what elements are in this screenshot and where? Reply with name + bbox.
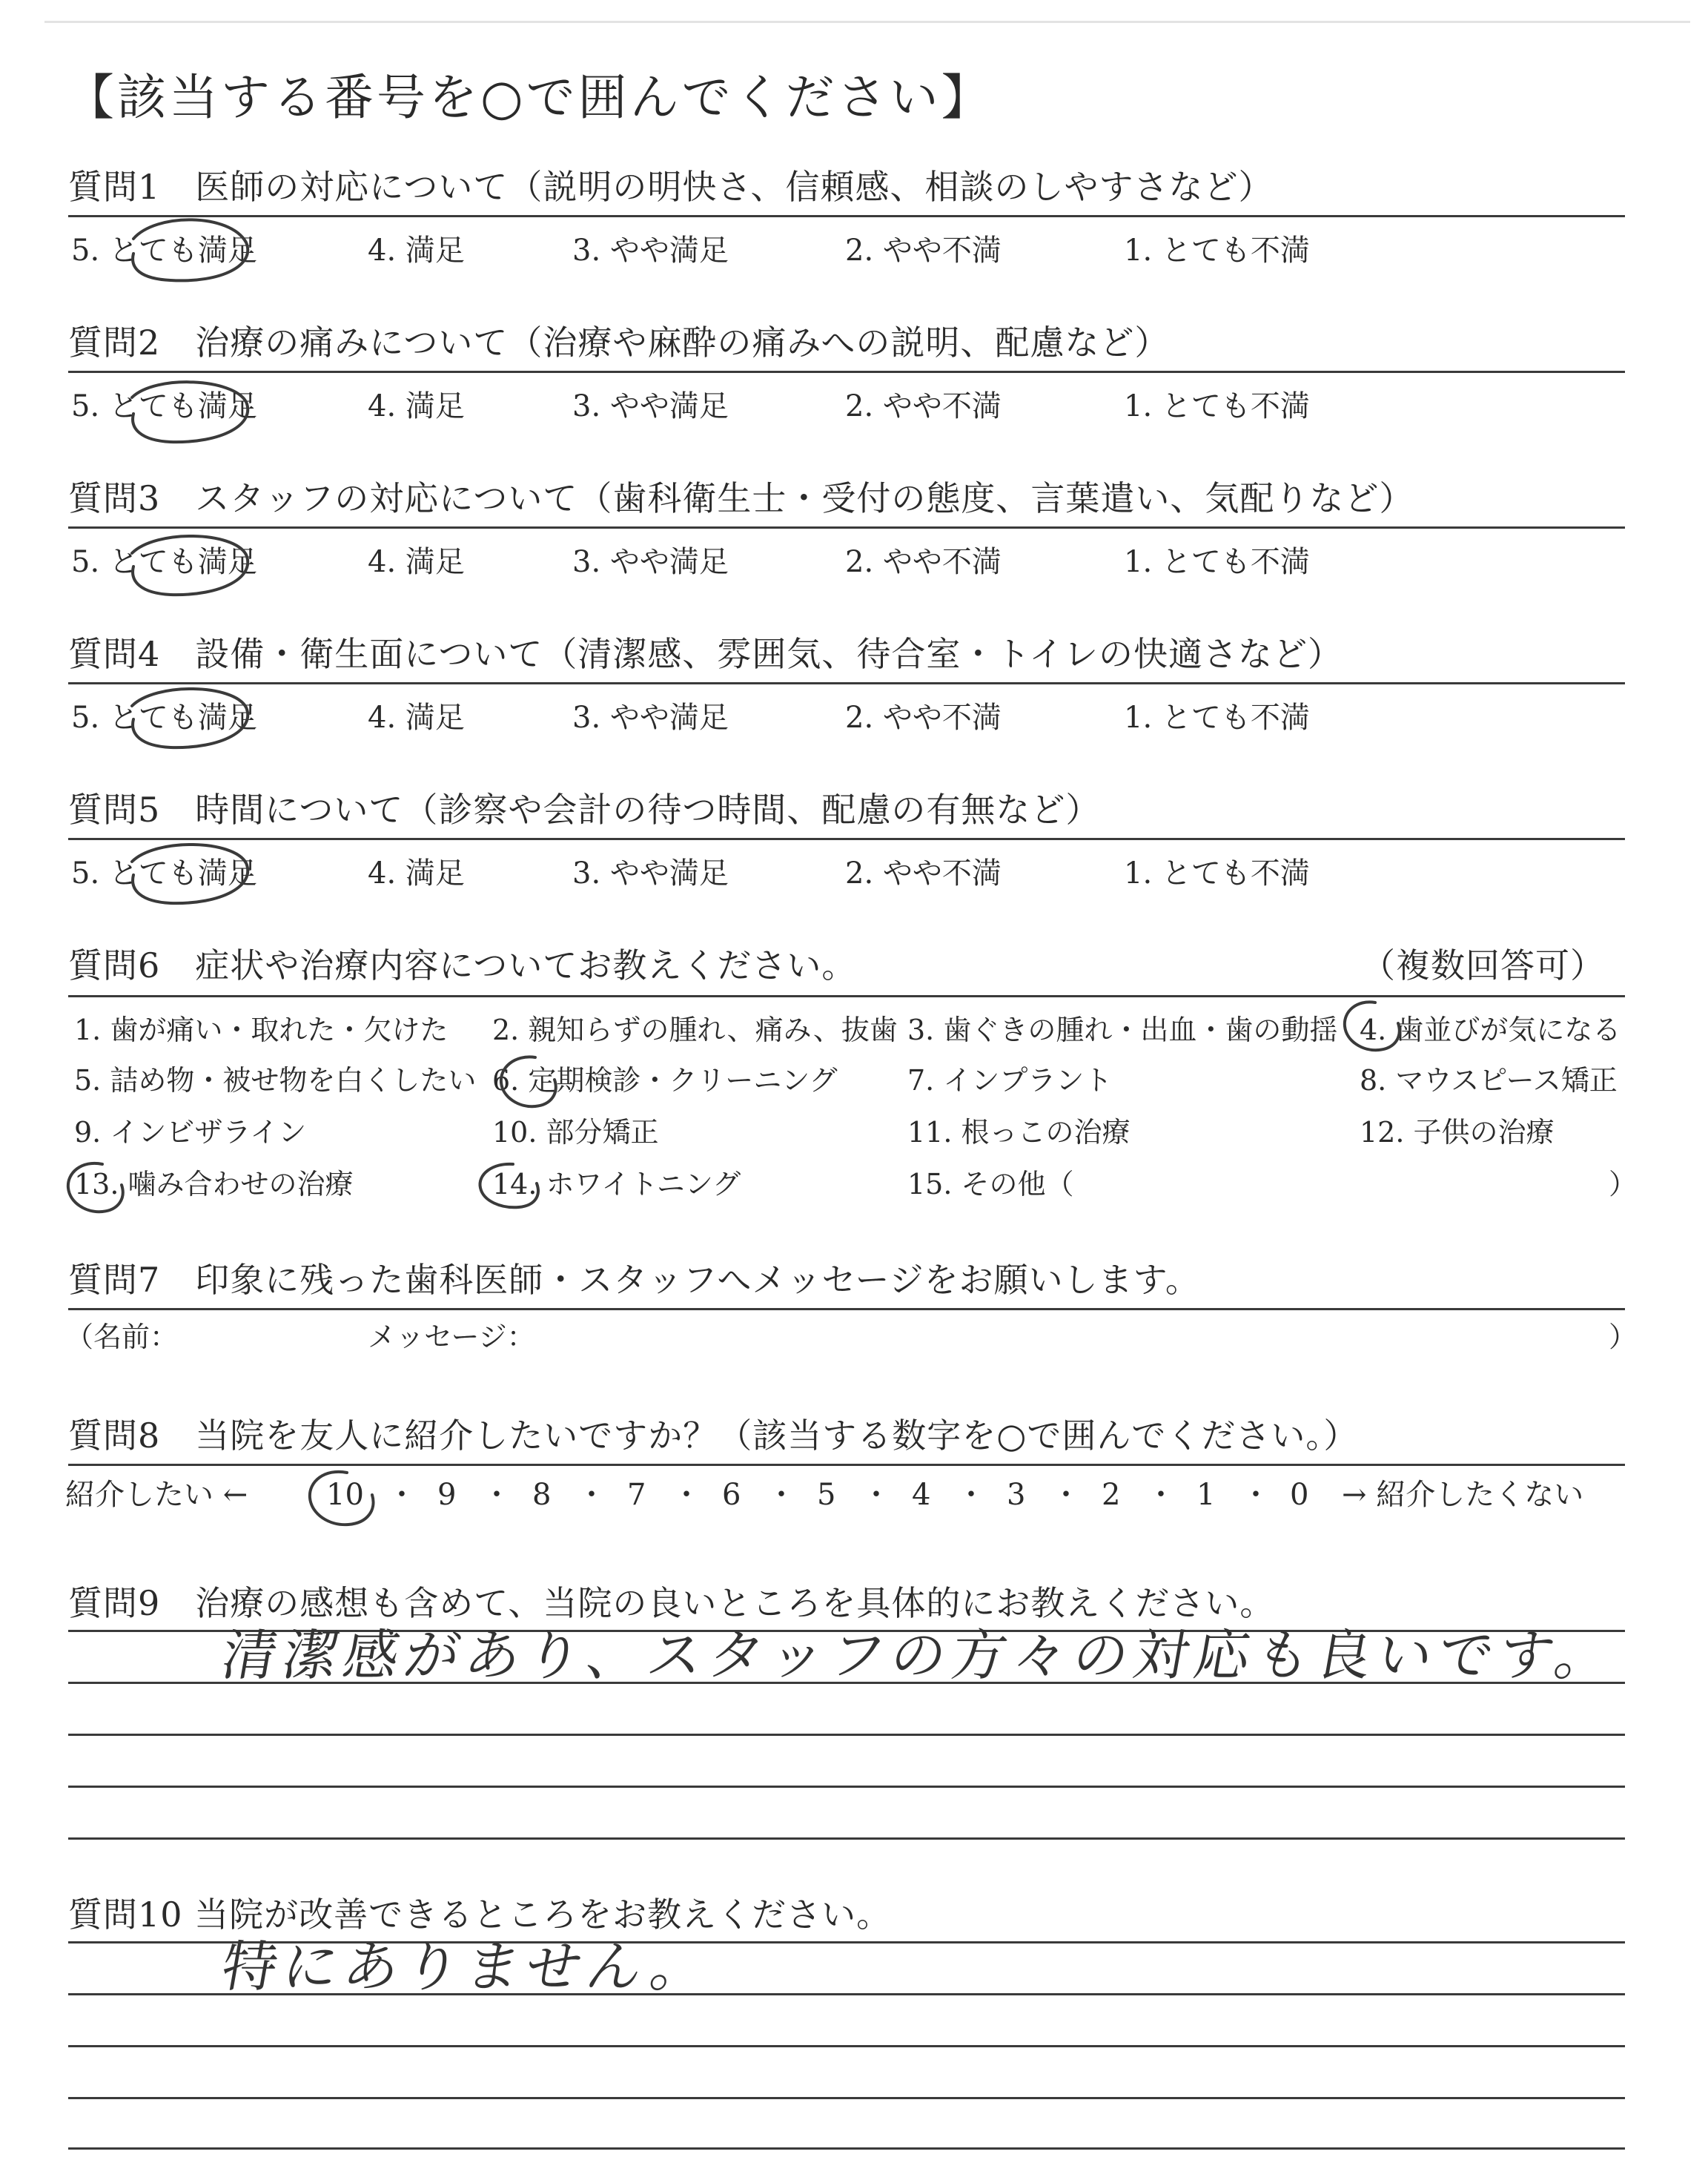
question-9: 質問9 治療の感想も含めて、当院の良いところを具体的にお教えください。 (68, 1583, 1275, 1623)
option-5[interactable]: 5. とても満足 (71, 856, 257, 891)
option-4[interactable]: 4. 満足 (368, 856, 465, 891)
option-2[interactable]: 2. やや不満 (845, 856, 1002, 891)
option-5[interactable]: 5. とても満足 (71, 545, 257, 579)
option-1[interactable]: 1. とても不満 (1124, 856, 1310, 891)
scale-separator: ・ (1051, 1478, 1081, 1512)
circle-mark-score-10 (299, 1462, 388, 1536)
option-4[interactable]: 4. 満足 (368, 545, 465, 579)
question-4-rule (68, 682, 1625, 684)
scale-separator: ・ (482, 1478, 512, 1512)
q6-item-11[interactable]: 11. 根っこの治療 (907, 1116, 1131, 1149)
option-1[interactable]: 1. とても不満 (1124, 389, 1310, 423)
option-5[interactable]: 5. とても満足 (71, 701, 257, 735)
q7-name-label: （名前： (65, 1321, 179, 1353)
circle-mark-item-4 (1334, 994, 1409, 1060)
scale-number-5[interactable]: 5 (817, 1478, 836, 1512)
q9-handwritten-answer: 清潔感があり、スタッフの方々の対応も良いです。 (216, 1624, 1622, 1688)
scale-separator: ・ (1241, 1478, 1271, 1512)
question-5-rule (68, 838, 1625, 840)
scale-number-7[interactable]: 7 (627, 1478, 646, 1512)
q7-message-label: メッセージ： (368, 1321, 535, 1353)
q6-item-3[interactable]: 3. 歯ぐきの腫れ・出血・歯の動揺 (907, 1014, 1338, 1046)
question-7: 質問7 印象に残った歯科医師・スタッフへメッセージをお願いします。 (68, 1260, 1200, 1300)
q10-line-4 (68, 2097, 1625, 2099)
scale-number-3[interactable]: 3 (1007, 1478, 1026, 1512)
q10-line-5 (68, 2147, 1625, 2150)
scale-separator: ・ (861, 1478, 891, 1512)
option-1[interactable]: 1. とても不満 (1124, 701, 1310, 735)
question-4: 質問4 設備・衛生面について（清潔感、雰囲気、待合室・トイレの快適さなど） (68, 634, 1343, 674)
q6-item-12[interactable]: 12. 子供の治療 (1360, 1116, 1555, 1149)
question-1-rule (68, 215, 1625, 217)
option-5[interactable]: 5. とても満足 (71, 389, 257, 423)
q6-item-10[interactable]: 10. 部分矯正 (492, 1116, 659, 1149)
top-border (44, 21, 1690, 23)
q10-handwritten-answer: 特にありません。 (216, 1935, 718, 1999)
option-1[interactable]: 1. とても不満 (1124, 545, 1310, 579)
question-5: 質問5 時間について（診察や会計の待つ時間、配慮の有無など） (68, 790, 1101, 830)
option-4[interactable]: 4. 満足 (368, 389, 465, 423)
circle-mark-item-13 (56, 1154, 130, 1221)
scale-number-2[interactable]: 2 (1102, 1478, 1121, 1512)
circle-mark-item-14 (469, 1157, 550, 1216)
q9-line-3 (68, 1734, 1625, 1736)
scale-number-4[interactable]: 4 (912, 1478, 931, 1512)
q6-item-14[interactable]: 14. ホワイトニング (492, 1168, 741, 1200)
scale-number-10[interactable]: 10 (326, 1478, 364, 1512)
circle-mark-q3 (111, 524, 259, 605)
q6-item-6[interactable]: 6. 定期検診・クリーニング (492, 1064, 838, 1097)
circle-mark-q2 (111, 371, 259, 452)
scale-left-label: 紹介したい ← (65, 1478, 248, 1512)
option-2[interactable]: 2. やや不満 (845, 389, 1002, 423)
option-3[interactable]: 3. やや満足 (572, 389, 729, 423)
question-2-rule (68, 371, 1625, 373)
question-1: 質問1 医師の対応について（説明の明快さ、信頼感、相談のしやすさなど） (68, 167, 1274, 207)
scale-separator: ・ (956, 1478, 986, 1512)
q6-other-close: ） (1609, 1168, 1638, 1200)
option-3[interactable]: 3. やや満足 (572, 701, 729, 735)
q7-close: ） (1609, 1321, 1638, 1353)
scale-number-9[interactable]: 9 (437, 1478, 457, 1512)
question-3-rule (68, 526, 1625, 529)
option-4[interactable]: 4. 満足 (368, 234, 465, 268)
option-2[interactable]: 2. やや不満 (845, 234, 1002, 268)
option-1[interactable]: 1. とても不満 (1124, 234, 1310, 268)
scale-number-1[interactable]: 1 (1196, 1478, 1216, 1512)
question-2: 質問2 治療の痛みについて（治療や麻酔の痛みへの説明、配慮など） (68, 323, 1170, 363)
q6-item-15[interactable]: 15. その他（ (907, 1168, 1074, 1200)
q6-item-13[interactable]: 13. 噛み合わせの治療 (74, 1168, 354, 1200)
q6-item-4[interactable]: 4. 歯並びが気になる (1360, 1014, 1621, 1046)
scale-number-0[interactable]: 0 (1290, 1478, 1309, 1512)
q6-item-7[interactable]: 7. インプラント (907, 1064, 1113, 1097)
scale-separator: ・ (767, 1478, 796, 1512)
circle-mark-q1 (111, 209, 259, 291)
q10-line-3 (68, 2045, 1625, 2047)
option-2[interactable]: 2. やや不満 (845, 701, 1002, 735)
question-6: 質問6 症状や治療内容についてお教えください。 (68, 945, 857, 985)
option-2[interactable]: 2. やや不満 (845, 545, 1002, 579)
question-3: 質問3 スタッフの対応について（歯科衛生士・受付の態度、言葉遣い、気配りなど） (68, 478, 1414, 518)
q6-item-5[interactable]: 5. 詰め物・被せ物を白くしたい (74, 1064, 477, 1097)
scale-right-label: → 紹介したくない (1342, 1478, 1584, 1512)
q6-item-2[interactable]: 2. 親知らずの腫れ、痛み、抜歯 (492, 1014, 898, 1046)
option-3[interactable]: 3. やや満足 (572, 545, 729, 579)
scale-number-6[interactable]: 6 (722, 1478, 741, 1512)
circle-mark-item-6 (492, 1047, 566, 1114)
scale-separator: ・ (672, 1478, 701, 1512)
q6-item-1[interactable]: 1. 歯が痛い・取れた・欠けた (74, 1014, 448, 1046)
question-7-rule (68, 1308, 1625, 1310)
scale-separator: ・ (1146, 1478, 1176, 1512)
circle-mark-q4 (111, 676, 259, 758)
question-6-note: （複数回答可） (1361, 945, 1605, 985)
option-3[interactable]: 3. やや満足 (572, 856, 729, 891)
scale-number-8[interactable]: 8 (532, 1478, 552, 1512)
option-5[interactable]: 5. とても満足 (71, 234, 257, 268)
option-3[interactable]: 3. やや満足 (572, 234, 729, 268)
q6-item-9[interactable]: 9. インビザライン (74, 1116, 307, 1149)
question-8: 質問8 当院を友人に紹介したいですか？（該当する数字を○で囲んでください。） (68, 1416, 1359, 1456)
option-4[interactable]: 4. 満足 (368, 701, 465, 735)
q9-line-4 (68, 1786, 1625, 1788)
q6-item-8[interactable]: 8. マウスピース矯正 (1360, 1064, 1618, 1097)
scale-separator: ・ (387, 1478, 417, 1512)
circle-mark-q5 (111, 832, 259, 914)
page-heading: 【該当する番号を○で囲んでください】 (65, 69, 993, 126)
scale-separator: ・ (577, 1478, 606, 1512)
q9-line-5 (68, 1837, 1625, 1840)
question-10: 質問10 当院が改善できるところをお教えください。 (68, 1895, 892, 1935)
